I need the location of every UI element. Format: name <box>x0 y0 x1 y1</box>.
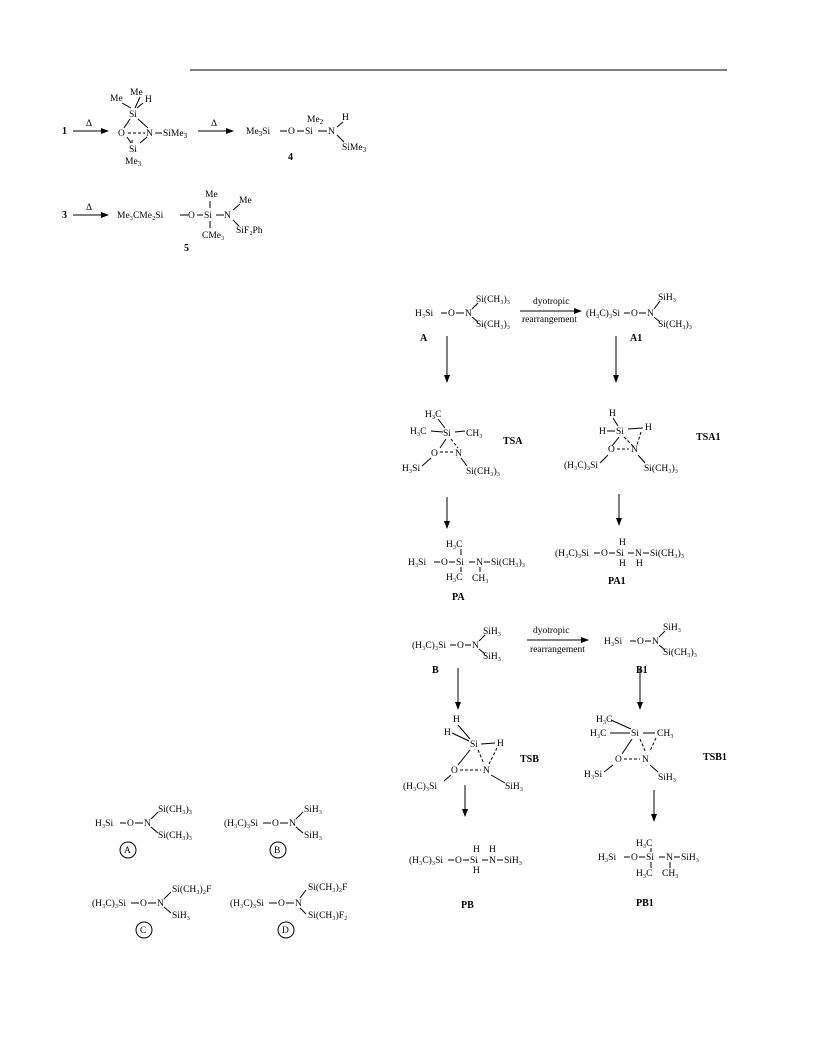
label-PB1: PB1 <box>636 898 654 909</box>
cmpD-o: O <box>278 899 285 909</box>
TSB1-ch3: CH₃ <box>657 729 674 739</box>
A1-n: N <box>647 309 654 319</box>
TSB-me3si: (H₃C)₃Si <box>403 782 438 792</box>
top-si-2: Si <box>129 145 137 155</box>
B-me3si: (H₃C)₃Si <box>412 641 447 651</box>
TSA-sime3: Si(CH₃)₃ <box>466 467 501 477</box>
PA1-n: N <box>635 549 642 559</box>
PA1-h-c: H <box>636 559 643 569</box>
PA-n: N <box>476 558 483 568</box>
label-PB: PB <box>461 900 474 911</box>
label-B: B <box>432 665 439 676</box>
top-h: H <box>145 95 152 105</box>
TSB1-h3si: H₃Si <box>584 770 603 780</box>
top-si-5: Si <box>204 211 212 221</box>
cmpA-n: N <box>144 819 151 829</box>
circle-label-A: A <box>124 846 131 856</box>
cmpA-o: O <box>127 819 134 829</box>
TSA1-h-a: H <box>609 409 616 419</box>
top-si-1: Si <box>129 110 137 120</box>
compound-label-5: 5 <box>184 243 189 254</box>
TSA1-me3si: (H₃C)₃Si <box>564 461 599 471</box>
TSA1-o: O <box>608 445 615 455</box>
A1-sih3: SiH₃ <box>658 293 677 303</box>
TSA1-h-b: H <box>599 427 606 437</box>
PB1-o: O <box>631 853 638 863</box>
top-cme3: CMe₃ <box>202 231 225 241</box>
TSB1-h3c-b: H₃C <box>590 729 607 739</box>
TSA-n: N <box>455 449 462 459</box>
B1-sih3: SiH₃ <box>663 623 682 633</box>
TSB-h-a: H <box>453 715 460 725</box>
label-TSA1: TSA1 <box>696 432 721 443</box>
PB-si: Si <box>470 856 478 866</box>
PB1-sih3: SiH₃ <box>681 853 700 863</box>
A-sime3-a: Si(CH₃)₃ <box>476 295 511 305</box>
PB-o: O <box>455 856 462 866</box>
PA-o: O <box>441 558 448 568</box>
TSB-si: Si <box>470 740 478 750</box>
TSB1-n: N <box>642 755 649 765</box>
cmpD-n: N <box>295 899 302 909</box>
B-o: O <box>457 641 464 651</box>
PB1-h3si: H₃Si <box>598 853 617 863</box>
PA-ch3: CH₃ <box>472 574 489 584</box>
top-n-4: N <box>328 127 335 137</box>
top-o-1: O <box>118 129 125 139</box>
TSB1-si: Si <box>631 729 639 739</box>
PB-sih3: SiH₃ <box>504 856 523 866</box>
rearrangement-text-A: rearrangement <box>522 315 577 325</box>
A1-sime3: Si(CH₃)₃ <box>658 320 693 330</box>
PA1-h-b: H <box>619 559 626 569</box>
label-TSB: TSB <box>520 754 539 765</box>
cmpA-sime3-b: Si(CH₃)₃ <box>158 831 193 841</box>
A-n: N <box>465 309 472 319</box>
TSA1-n: N <box>631 445 638 455</box>
PB1-n: N <box>666 853 673 863</box>
label-PA: PA <box>452 592 465 603</box>
top-o-4: O <box>288 127 295 137</box>
A-h3si: H₃Si <box>415 309 434 319</box>
compound-label-1: 1 <box>62 126 67 137</box>
TSA-si: Si <box>443 429 451 439</box>
dyotropic-text-A: dyotropic <box>533 297 570 307</box>
B-sih3-a: SiH₃ <box>483 627 502 637</box>
B1-o: O <box>637 637 644 647</box>
B1-n: N <box>652 637 659 647</box>
PB-me3si: (H₃C)₃Si <box>409 856 444 866</box>
cmpD-sif2: Si(CH₃)F₂ <box>308 911 348 921</box>
TSA-h3c-a: H₃C <box>425 410 442 420</box>
PA1-si: Si <box>616 549 624 559</box>
top-sif2ph: SiF₂Ph <box>236 226 263 236</box>
compound-label-4: 4 <box>288 152 293 163</box>
PA1-me3si: (H₃C)₃Si <box>555 549 590 559</box>
top-o-5: O <box>188 211 195 221</box>
TSA1-si: Si <box>616 427 624 437</box>
cmpC-o: O <box>140 899 147 909</box>
A1-o: O <box>631 309 638 319</box>
compound-label-3: 3 <box>62 210 67 221</box>
B1-h3si: H₃Si <box>604 637 623 647</box>
cmpD-me3si: (H₃C)₃Si <box>230 899 265 909</box>
cmpB-sih3-b: SiH₃ <box>304 831 323 841</box>
circle-label-D: D <box>282 926 289 936</box>
cmpB-n: N <box>289 819 296 829</box>
label-B1: B1 <box>636 665 648 676</box>
A-o: O <box>448 309 455 319</box>
cmpC-sih3: SiH₃ <box>172 911 191 921</box>
B-n: N <box>472 641 479 651</box>
top-me3si-4: $Me_3Si$ <box>246 127 271 138</box>
PB-n: N <box>489 856 496 866</box>
TSA1-sime3: Si(CH₃)₃ <box>644 464 679 474</box>
A-sime3-b: Si(CH₃)₃ <box>476 320 511 330</box>
PA-h3c-a: H₃C <box>446 540 463 550</box>
TSB-h-b: H <box>444 728 451 738</box>
TSA-h3si: H₃Si <box>402 464 421 474</box>
cmpB-me3si: (H₃C)₃Si <box>224 819 259 829</box>
cmpB-sih3-a: SiH₃ <box>304 805 323 815</box>
top-n-1: N <box>146 129 153 139</box>
top-me: Me <box>110 94 123 104</box>
PB1-h3c-a: H₃C <box>636 839 653 849</box>
A1-me3si: (H₃C)₃Si <box>586 309 621 319</box>
TSB1-sih3: SiH₃ <box>658 773 677 783</box>
label-A: A <box>420 333 428 344</box>
PA1-sime3: Si(CH₃)₃ <box>650 549 685 559</box>
TSB-h-c: H <box>497 739 504 749</box>
top-n-5: N <box>224 211 231 221</box>
PA-si: Si <box>456 558 464 568</box>
TSB-o: O <box>451 766 458 776</box>
heat-symbol-3: Δ <box>86 203 93 213</box>
TSA-h3c-b: H₃C <box>410 427 427 437</box>
TSB1-o: O <box>615 755 622 765</box>
PB-h-b: H <box>473 866 480 876</box>
cmpA-sime3-a: Si(CH₃)₃ <box>158 805 193 815</box>
cmpC-n: N <box>157 899 164 909</box>
top-me3: $Me_3$ <box>125 157 142 168</box>
top-sime3-4: SiMe$_3$ <box>342 143 367 154</box>
top-h-4: H <box>342 113 349 123</box>
B-sih3-b: SiH₃ <box>483 652 502 662</box>
dyotropic-text-B: dyotropic <box>533 626 570 636</box>
label-A1: A1 <box>630 333 643 344</box>
cmpD-sif: Si(CH₃)₂F <box>308 883 348 893</box>
PA-h3si: H₃Si <box>408 558 427 568</box>
circle-label-C: C <box>140 926 147 936</box>
TSB1-h3c-a: H₃C <box>596 715 613 725</box>
PA-sime3: Si(CH₃)₃ <box>491 558 526 568</box>
PA-h3c-b: H₃C <box>446 573 463 583</box>
TSB-sih3: SiH₃ <box>505 782 524 792</box>
cmpC-me3si: (H₃C)₃Si <box>92 899 127 909</box>
heat-symbol-2: Δ <box>211 119 218 129</box>
cmpC-sif: Si(CH₃)₂F <box>172 885 212 895</box>
PB1-ch3: CH₃ <box>662 869 679 879</box>
top-sime3-1: SiMe$_3$ <box>163 129 188 140</box>
top-me-5a: Me <box>205 190 218 200</box>
label-TSB1: TSB1 <box>703 752 727 763</box>
top-me-5b: Me <box>239 196 252 206</box>
circle-label-B: B <box>274 846 281 856</box>
heat-symbol-1: Δ <box>86 119 93 129</box>
top-me3cme2si: Me₃CMe₂Si <box>117 211 164 221</box>
top-si-4: Si <box>305 127 313 137</box>
PB1-si: Si <box>646 853 654 863</box>
PA1-o: O <box>601 549 608 559</box>
PA1-h-a: H <box>619 538 626 548</box>
PB-h-a: H <box>473 845 480 855</box>
B1-sime3: Si(CH₃)₃ <box>663 648 698 658</box>
PB-h-c: H <box>489 845 496 855</box>
label-TSA: TSA <box>503 436 523 447</box>
TSA-ch3: CH₃ <box>466 429 483 439</box>
rearrangement-text-B: rearrangement <box>530 645 585 655</box>
TSB-n: N <box>483 766 490 776</box>
PB1-h3c-b: H₃C <box>636 869 653 879</box>
top-me-b: Me <box>130 88 143 98</box>
TSA1-h-c: H <box>645 423 652 433</box>
cmpB-o: O <box>272 819 279 829</box>
label-PA1: PA1 <box>608 576 626 587</box>
TSA-o: O <box>431 449 438 459</box>
cmpA-h3si: H₃Si <box>95 819 114 829</box>
top-me2-4: $Me_2$ <box>307 115 324 126</box>
